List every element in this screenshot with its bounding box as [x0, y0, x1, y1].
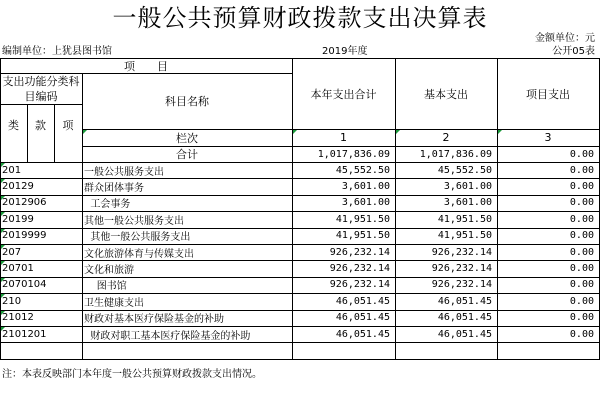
row-item-name: 其他一般公共服务支出 [84, 232, 191, 244]
row-code: 207 [2, 246, 22, 258]
grid-line [497, 58, 498, 359]
row-project: 0.00 [569, 328, 594, 340]
row-item-name: 工会事务 [84, 199, 131, 211]
row-total: 46,051.45 [335, 312, 390, 324]
org-name: 编制单位：上犹县图书馆 [2, 46, 112, 57]
row-basic: 3,601.00 [443, 181, 492, 193]
row-total: 46,051.45 [335, 328, 390, 340]
grid-line [0, 326, 600, 327]
row-total: 45,552.50 [335, 164, 390, 176]
grid-line [0, 244, 600, 245]
row-code: 2012906 [2, 197, 47, 209]
row-project: 0.00 [569, 295, 594, 307]
grid-line [395, 58, 396, 359]
lanci-3: 3 [544, 131, 552, 144]
row-code: 2070104 [2, 279, 47, 291]
grid-line [0, 162, 600, 163]
cell-marker-icon [1, 212, 5, 216]
total-label: 合计 [176, 148, 198, 161]
header-xiang: 项 [62, 119, 74, 132]
row-basic: 926,232.14 [431, 263, 492, 275]
row-code: 2101201 [2, 328, 47, 340]
row-item-name: 群众团体事务 [84, 183, 144, 195]
row-basic: 41,951.50 [437, 213, 492, 225]
row-total: 46,051.45 [335, 295, 390, 307]
cell-marker-icon [1, 196, 5, 200]
header-total-expense: 本年支出合计 [310, 87, 377, 101]
total-amount: 1,017,836.09 [317, 148, 390, 160]
row-basic: 45,552.50 [437, 164, 492, 176]
lanci-1: 1 [340, 131, 347, 144]
row-code: 20129 [2, 181, 34, 193]
grid-line [0, 260, 600, 261]
cell-marker-icon [1, 261, 5, 265]
cell-marker-icon [1, 294, 5, 298]
row-code: 20701 [2, 263, 34, 275]
amount-unit: 金额单位：元 [535, 33, 595, 44]
grid-line [0, 58, 600, 59]
header-project: 项 目 [124, 59, 168, 73]
row-item-name: 财政对职工基本医疗保险基金的补助 [84, 330, 251, 342]
grid-line [54, 104, 55, 162]
cell-marker-icon [396, 130, 400, 134]
grid-line [82, 73, 83, 359]
row-project: 0.00 [569, 312, 594, 324]
footnote: 注：本表反映部门本年度一般公共预算财政拨款支出情况。 [2, 369, 262, 381]
row-total: 41,951.50 [335, 230, 390, 242]
expense-table [0, 58, 600, 401]
row-item-name: 卫生健康支出 [84, 297, 144, 309]
row-total [292, 342, 395, 358]
row-total: 3,601.00 [341, 181, 390, 193]
grid-line [0, 228, 600, 229]
row-project: 0.00 [569, 181, 594, 193]
row-project: 0.00 [569, 213, 594, 225]
grid-line [82, 146, 600, 147]
row-basic: 926,232.14 [431, 246, 492, 258]
row-project: 0.00 [569, 197, 594, 209]
row-project: 0.00 [569, 263, 594, 275]
grid-line [0, 211, 600, 212]
grid-line [292, 58, 293, 359]
row-basic: 46,051.45 [437, 295, 492, 307]
grid-line [0, 310, 600, 311]
row-project [497, 342, 599, 358]
grid-line [0, 73, 292, 74]
row-item-name: 文化和旅游 [84, 265, 134, 277]
row-item-name: 一般公共服务支出 [84, 166, 164, 178]
cell-marker-icon [1, 327, 5, 331]
form-number: 公开05表 [552, 46, 595, 57]
row-basic: 41,951.50 [437, 230, 492, 242]
lanci-label: 栏次 [176, 131, 198, 145]
row-code: 2019999 [2, 230, 47, 242]
row-basic: 46,051.45 [437, 312, 492, 324]
cell-marker-icon [1, 245, 5, 249]
row-project: 0.00 [569, 246, 594, 258]
row-item-name: 文化旅游体育与传媒支出 [84, 248, 194, 260]
grid-line [0, 58, 1, 359]
row-item-name: 其他一般公共服务支出 [84, 215, 184, 227]
cell-marker-icon [293, 130, 297, 134]
row-total: 926,232.14 [329, 263, 390, 275]
header-kuan: 款 [35, 119, 46, 132]
row-total: 41,951.50 [335, 213, 390, 225]
row-item-name: 图书馆 [84, 281, 127, 293]
grid-line [82, 129, 600, 130]
row-code: 201 [2, 164, 22, 176]
row-project: 0.00 [569, 230, 594, 242]
row-total: 926,232.14 [329, 279, 390, 291]
row-code: 210 [2, 295, 22, 307]
lanci-2: 2 [442, 131, 450, 144]
report-title: 一般公共预算财政拨款支出决算表 [112, 4, 488, 32]
grid-line [0, 293, 600, 294]
row-basic: 46,051.45 [437, 328, 492, 340]
row-basic: 3,601.00 [443, 197, 492, 209]
row-total: 3,601.00 [341, 197, 390, 209]
header-item-name: 科目名称 [165, 95, 209, 108]
cell-marker-icon [498, 130, 502, 134]
header-project-expense: 项目支出 [526, 87, 570, 101]
grid-line [0, 342, 600, 343]
header-basic-expense: 基本支出 [424, 87, 468, 101]
row-code [0, 342, 82, 358]
row-project: 0.00 [569, 164, 594, 176]
total-project: 0.00 [569, 148, 594, 160]
grid-line [0, 104, 82, 105]
grid-line [0, 195, 600, 196]
grid-line [0, 178, 600, 179]
row-code: 20199 [2, 213, 34, 225]
cell-marker-icon [1, 163, 5, 167]
row-project: 0.00 [569, 279, 594, 291]
row-basic [395, 342, 497, 358]
header-code-group: 支出功能分类科目编码 [2, 74, 80, 103]
row-basic: 926,232.14 [431, 279, 492, 291]
cell-marker-icon [1, 229, 5, 233]
report-year: 2019年度 [322, 46, 368, 57]
grid-line [0, 359, 600, 360]
row-total: 926,232.14 [329, 246, 390, 258]
header-lei: 类 [8, 119, 19, 132]
grid-line [0, 277, 600, 278]
cell-marker-icon [1, 278, 5, 282]
total-basic: 1,017,836.09 [419, 148, 492, 160]
cell-marker-icon [1, 311, 5, 315]
row-code: 21012 [2, 312, 34, 324]
row-item-name [82, 342, 292, 358]
row-item-name: 财政对基本医疗保险基金的补助 [84, 314, 224, 326]
cell-marker-icon [1, 179, 5, 183]
grid-line [27, 104, 28, 162]
cell-marker-icon [83, 130, 87, 134]
